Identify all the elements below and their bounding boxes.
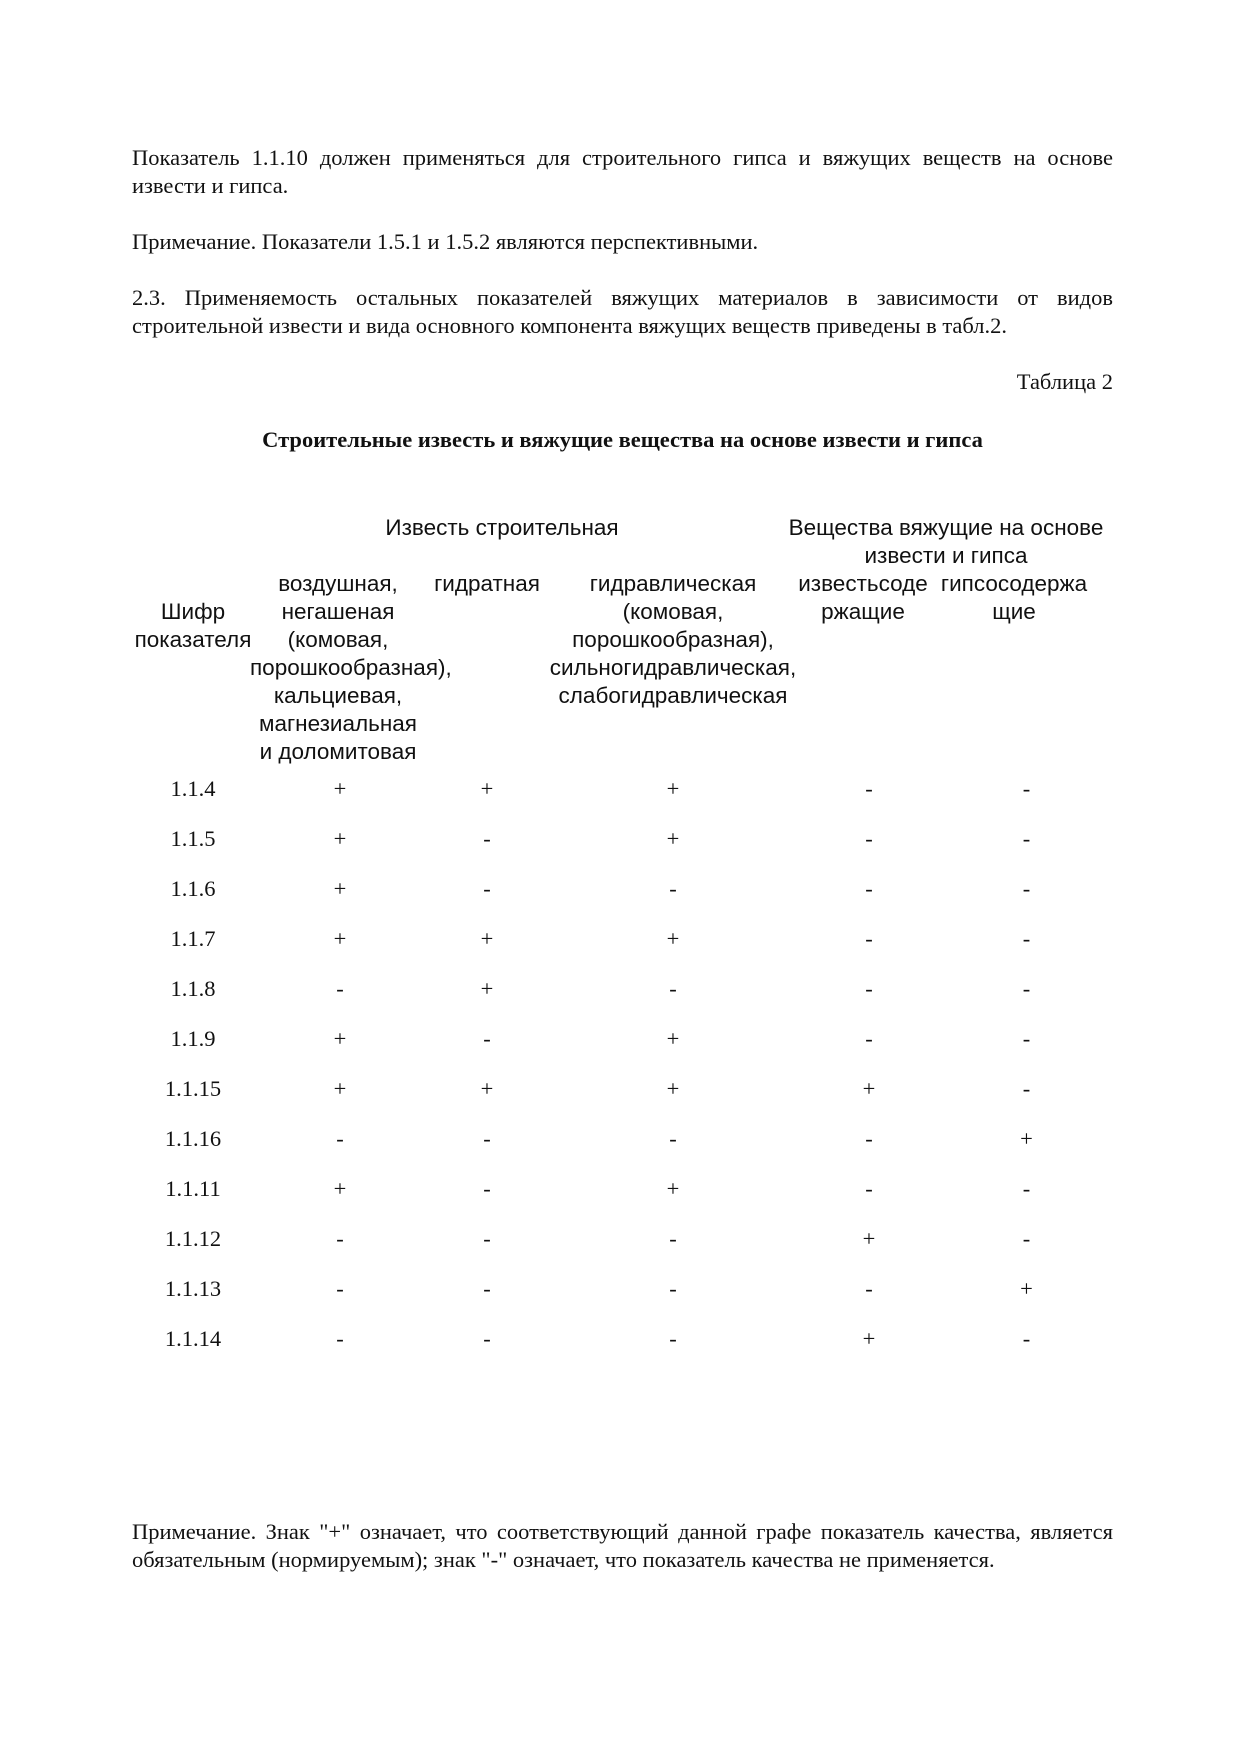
row-value: +	[333, 926, 347, 951]
row-value: +	[480, 776, 494, 801]
row-value: -	[865, 826, 873, 851]
document-page	[132, 144, 1113, 1446]
row-value: +	[333, 1076, 347, 1101]
row-value: -	[865, 1276, 873, 1301]
row-value: -	[865, 1026, 873, 1051]
row-value: -	[669, 976, 677, 1001]
row-value: +	[480, 976, 494, 1001]
row-value: -	[483, 1176, 491, 1201]
row-code: 1.1.13	[164, 1276, 222, 1301]
row-value: -	[336, 1326, 344, 1351]
table-row	[132, 775, 1113, 803]
row-code: 1.1.15	[164, 1076, 222, 1101]
row-code: 1.1.11	[165, 1176, 221, 1201]
table-row	[132, 1325, 1113, 1353]
row-value: -	[1022, 826, 1031, 851]
row-value: -	[483, 1276, 491, 1301]
row-code: 1.1.14	[164, 1326, 222, 1351]
row-code: 1.1.5	[170, 826, 216, 851]
row-value: -	[865, 1176, 873, 1201]
row-value: -	[1022, 776, 1031, 801]
row-value: -	[865, 876, 873, 901]
row-value: -	[336, 1276, 344, 1301]
row-code: 1.1.4	[170, 776, 216, 801]
row-value: +	[1020, 1126, 1033, 1151]
row-value: +	[333, 1026, 347, 1051]
row-value: -	[336, 976, 344, 1001]
table-row	[132, 875, 1113, 903]
row-value: -	[483, 826, 491, 851]
row-value: -	[483, 1326, 491, 1351]
paragraph-1: Показатель 1.1.10 должен применяться для строительного гипса и вяжущих веществ на основе извести и гипса.	[132, 145, 1113, 198]
row-value: -	[483, 1226, 491, 1251]
paragraph-2: Примечание. Показатели 1.5.1 и 1.5.2 являются перспективными.	[132, 229, 759, 254]
row-value: -	[669, 1126, 677, 1151]
table-row	[132, 1025, 1113, 1053]
row-value: -	[865, 776, 873, 801]
row-value: -	[865, 976, 873, 1001]
row-value: +	[333, 1176, 347, 1201]
row-value: -	[865, 926, 873, 951]
row-value: +	[333, 826, 347, 851]
col-header-air: воздушная, негашеная (комовая, порошкообразная), кальциевая, магнезиальная и доломитовая	[250, 571, 452, 764]
row-value: +	[862, 1326, 876, 1351]
row-value: +	[666, 826, 680, 851]
row-value: +	[333, 876, 347, 901]
col-header-hydrated: гидратная	[434, 571, 540, 596]
table-label: Таблица 2	[1016, 369, 1113, 394]
row-value: -	[669, 1276, 677, 1301]
table-row	[132, 1075, 1113, 1103]
row-value: -	[1022, 976, 1031, 1001]
row-value: -	[336, 1126, 344, 1151]
col-header-hydraulic: гидравлическая (комовая, порошкообразная), сильногидравлическая, слабогидравлическая	[549, 571, 797, 708]
table-row	[132, 825, 1113, 853]
row-value: -	[483, 1026, 491, 1051]
row-value: +	[333, 776, 347, 801]
row-value: -	[1022, 1326, 1031, 1351]
row-value: -	[1022, 1176, 1031, 1201]
row-value: +	[480, 926, 494, 951]
row-code: 1.1.7	[170, 926, 216, 951]
row-code: 1.1.8	[170, 976, 216, 1001]
col-header-lime-containing: известьсодержащие	[798, 571, 928, 624]
row-value: +	[666, 1176, 680, 1201]
col-header-gypsum-containing: гипсосодержащие	[940, 571, 1088, 624]
row-value: -	[336, 1226, 344, 1251]
row-value: -	[669, 876, 677, 901]
paragraph-3: 2.3. Применяемость остальных показателей вяжущих материалов в зависимости от видов строительной извести и вида основного компонента вяжущих веществ приведены в табл.2.	[132, 285, 1113, 338]
row-value: -	[669, 1226, 677, 1251]
row-value: +	[480, 1076, 494, 1101]
row-value: -	[1022, 1076, 1031, 1101]
row-value: -	[1022, 926, 1031, 951]
table-row	[132, 1125, 1113, 1153]
row-value: -	[1022, 1226, 1031, 1251]
row-code: 1.1.9	[170, 1026, 216, 1051]
row-value: +	[862, 1226, 876, 1251]
table-row	[132, 1275, 1113, 1303]
table-row	[132, 1175, 1113, 1203]
row-value: -	[669, 1326, 677, 1351]
row-value: -	[483, 1126, 491, 1151]
col-header-code: Шифр показателя	[134, 599, 252, 652]
row-value: +	[1020, 1276, 1033, 1301]
table-row	[132, 975, 1113, 1003]
table-note: Примечание. Знак "+" означает, что соответствующий данной графе показатель качества, является обязательным (нормируемым); знак "-" означает, что показатель качества не применяется.	[132, 1519, 1113, 1572]
table	[132, 514, 1113, 1446]
group-header-binders: Вещества вяжущие на основе извести и гипса	[788, 515, 1104, 568]
row-value: -	[1022, 1026, 1031, 1051]
row-value: +	[666, 1026, 680, 1051]
row-value: +	[666, 776, 680, 801]
row-value: +	[862, 1076, 876, 1101]
row-value: -	[1022, 876, 1031, 901]
row-value: +	[666, 1076, 680, 1101]
group-header-lime: Известь строительная	[385, 515, 619, 540]
table-row	[132, 1225, 1113, 1253]
table-title: Строительные известь и вяжущие вещества на основе извести и гипса	[262, 427, 983, 452]
row-code: 1.1.16	[164, 1126, 222, 1151]
row-value: -	[483, 876, 491, 901]
row-code: 1.1.6	[170, 876, 216, 901]
row-code: 1.1.12	[164, 1226, 222, 1251]
row-value: +	[666, 926, 680, 951]
table-row	[132, 925, 1113, 953]
row-value: -	[865, 1126, 873, 1151]
